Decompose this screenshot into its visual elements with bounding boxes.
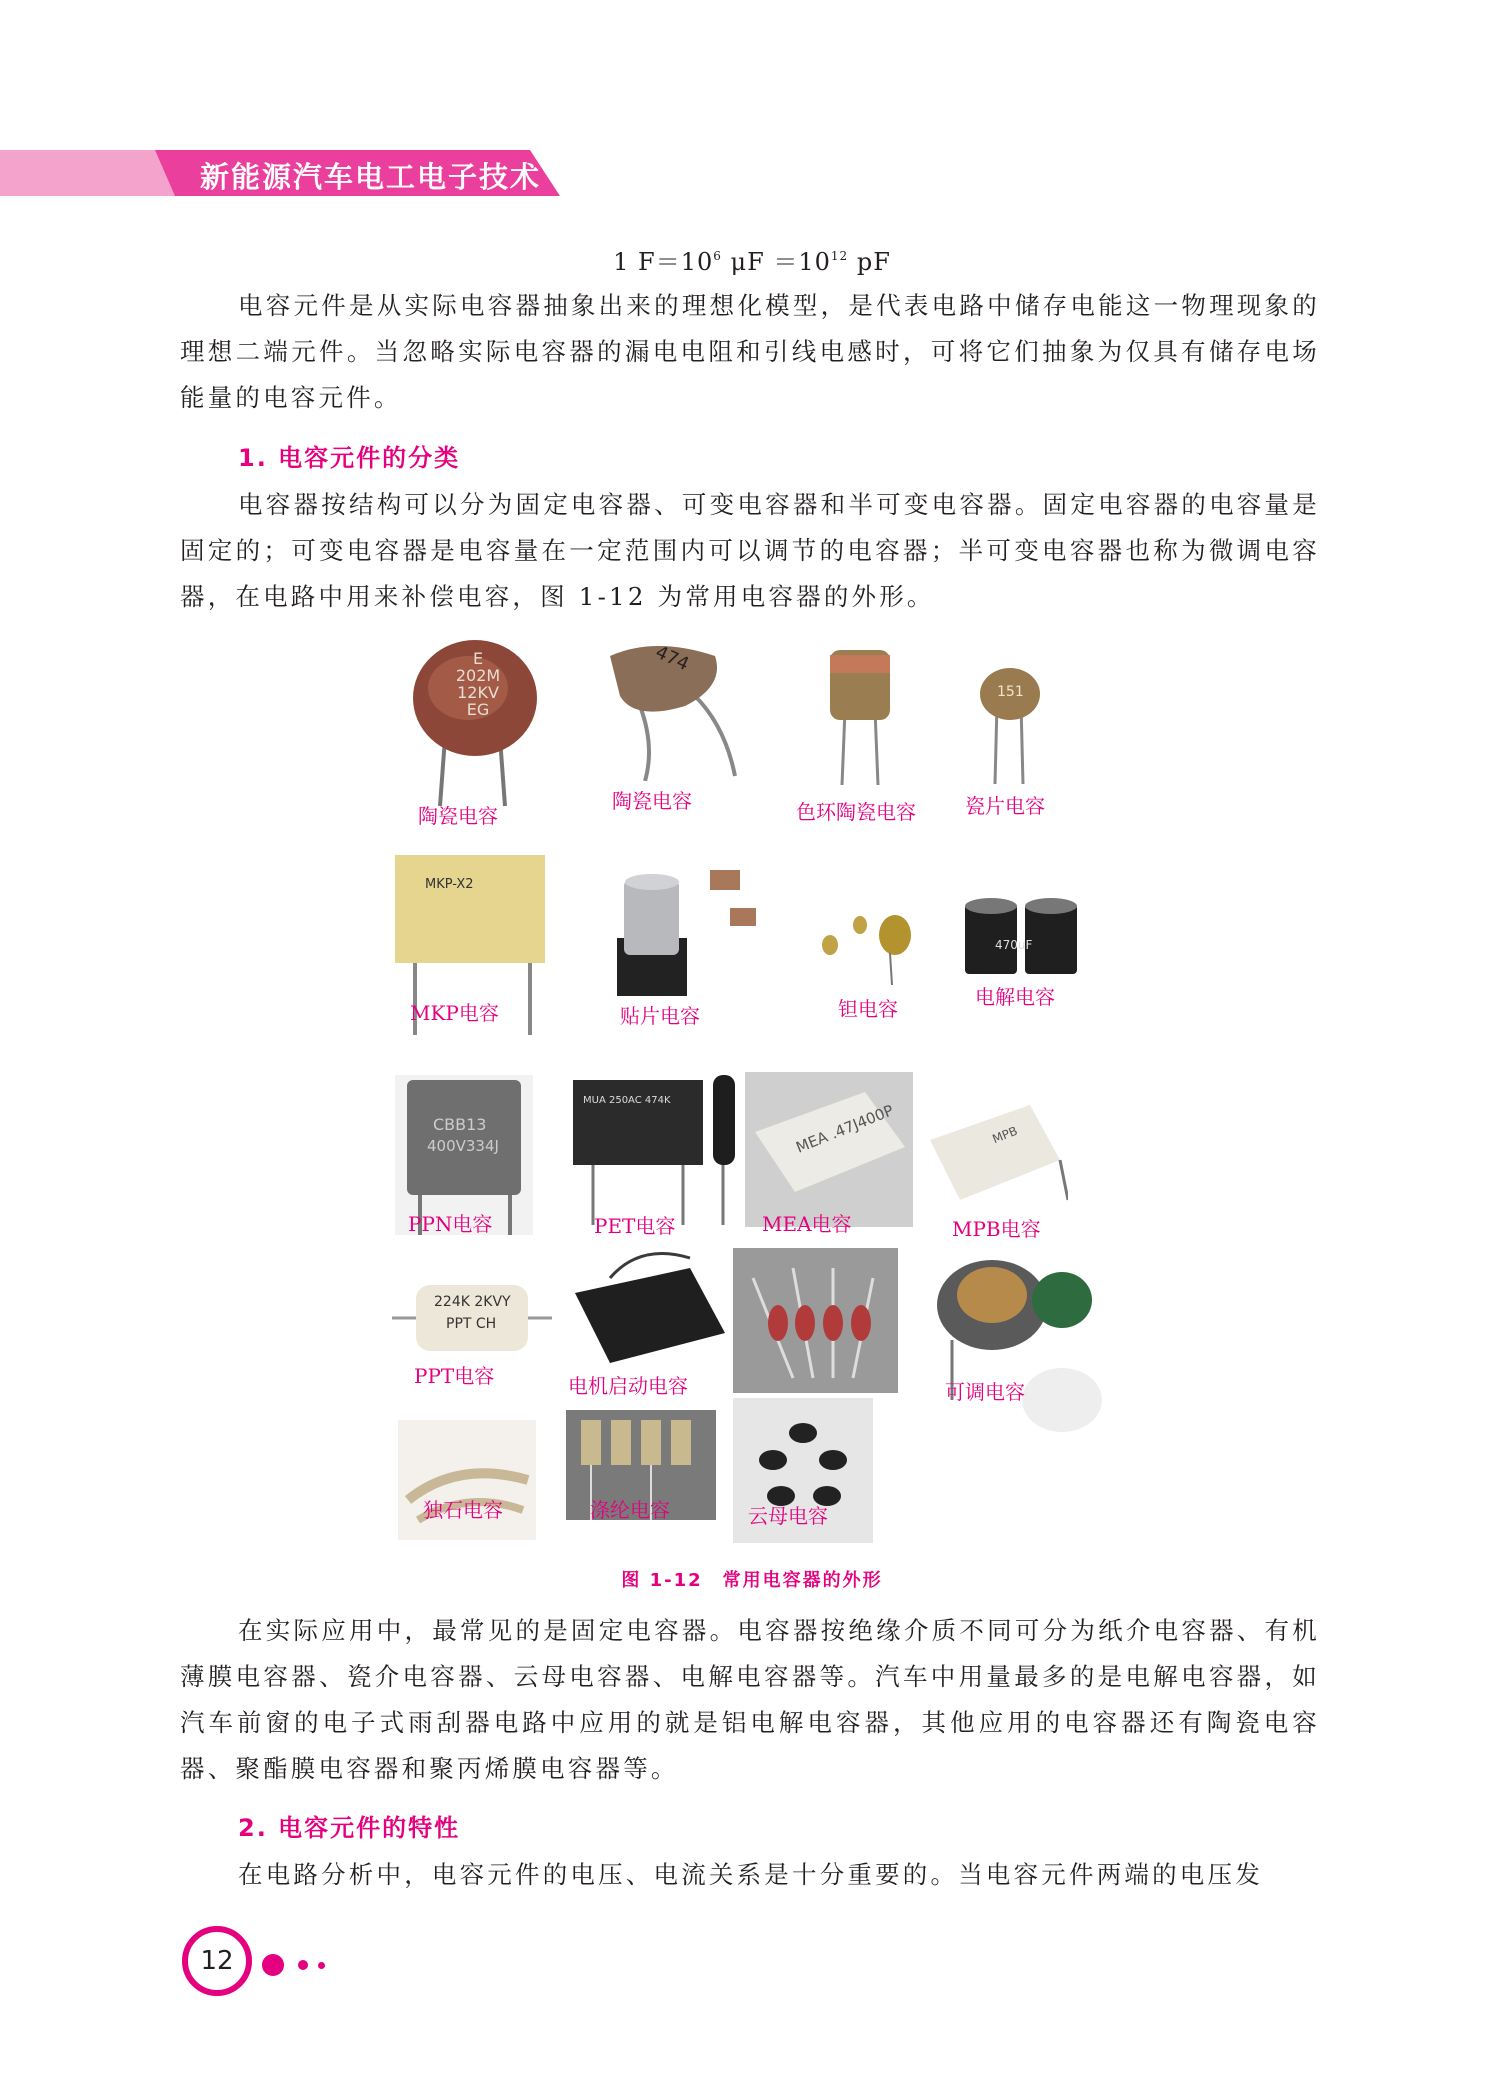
figure-caption: 图 1-12 常用电容器的外形 <box>621 1570 883 1591</box>
marking-mpb: MPB <box>990 1123 1020 1147</box>
label-electrolytic: 电解电容 <box>975 985 1055 1009</box>
marking-151: 151 <box>997 684 1024 700</box>
marking-470uf: 470uF <box>995 938 1033 952</box>
marking-ppt-2: PPT CH <box>446 1316 497 1332</box>
label-ppn: PPN电容 <box>408 1212 493 1236</box>
electrolytic-capacitor-photo <box>965 896 1083 976</box>
paragraph-3: 在实际应用中，最常见的是固定电容器。电容器按绝缘介质不同可分为纸介电容器、有机薄膜电容器、瓷介电容器、云母电容器、电解电容器等。汽车中用量最多的是电解电容器，如汽车前窗的电子式雨刮器电路中应用的就是铝电解电容器，其他应用的电容器还有陶瓷电容器、聚酯膜电容器和聚丙烯膜电容器等。 <box>180 1616 1320 1783</box>
ppt-capacitor-photo <box>392 1280 552 1360</box>
label-ppt: PPT电容 <box>414 1364 495 1388</box>
formula-mid: μF ＝10 <box>721 248 831 276</box>
page-number: 12 <box>182 1926 252 1996</box>
label-smd: 贴片电容 <box>620 1004 700 1028</box>
decor-dot-small <box>318 1962 325 1969</box>
marking-ppt: 224K 2KVY <box>434 1294 511 1310</box>
label-mea: MEA电容 <box>762 1212 852 1236</box>
label-monolithic: 独石电容 <box>423 1498 503 1522</box>
marking-line: EG <box>466 700 490 719</box>
marking-line: 202M <box>455 666 501 685</box>
unit-formula <box>0 242 1504 277</box>
paragraph-2: 电容器按结构可以分为固定电容器、可变电容器和半可变电容器。固定电容器的电容量是固定的；可变电容器是电容量在一定范围内可以调节的电容器；半可变电容器也称为微调电容器，在电路中用来补偿电容，图 1-12 为常用电容器的外形。 <box>180 490 1320 611</box>
disc-capacitor-photo <box>975 664 1045 784</box>
marking-474: 474 <box>652 641 693 676</box>
ceramic-capacitor-photo <box>400 628 550 808</box>
color-ring-capacitor-photo <box>820 650 900 785</box>
paragraph-1: 电容元件是从实际电容器抽象出来的理想化模型，是代表电路中储存电能这一物理现象的理想二端元件。当忽略实际电容器的漏电电阻和引线电感时，可将它们抽象为仅具有储存电场能量的电容元件。 <box>180 291 1320 412</box>
pet-capacitor-photo <box>573 1075 743 1225</box>
marking-mkp: MKP-X2 <box>425 877 474 892</box>
tantalum-capacitor-photo <box>800 895 930 985</box>
trimmer-capacitor-photo <box>922 1250 1102 1450</box>
decor-dot-large <box>262 1954 284 1976</box>
label-color-ring: 色环陶瓷电容 <box>796 800 916 824</box>
label-motor: 电机启动电容 <box>568 1374 688 1398</box>
marking-pet: MUA 250AC 474K <box>583 1095 671 1106</box>
marking-ppn: CBB13 <box>433 1115 487 1134</box>
label-polyester: 涤纶电容 <box>590 1498 670 1522</box>
label-trimmer: 可调电容 <box>945 1380 1025 1404</box>
mpb-capacitor-photo <box>920 1090 1068 1230</box>
formula-lead: 1 F＝10 <box>613 248 714 276</box>
paragraph-4: 在电路分析中，电容元件的电压、电流关系是十分重要的。当电容元件两端的电压发 <box>238 1860 1263 1889</box>
label-pet: PET电容 <box>594 1214 676 1238</box>
motor-start-capacitor-photo <box>570 1248 730 1368</box>
formula-tail: pF <box>848 248 891 276</box>
marking-line: E <box>472 649 484 668</box>
marking-line: 12KV <box>457 683 499 702</box>
mea-capacitor-photo <box>745 1072 913 1227</box>
label-tantalum: 钽电容 <box>838 997 898 1021</box>
section-heading-1: 1. 电容元件的分类 <box>238 444 461 472</box>
marking-mea: MEA .47J400P <box>793 1101 897 1157</box>
axial-capacitors-photo <box>733 1248 898 1393</box>
smd-capacitor-photo <box>612 870 762 1000</box>
book-title: 新能源汽车电工电子技术 <box>200 160 542 194</box>
label-disc: 瓷片电容 <box>965 794 1045 818</box>
label-mkp: MKP电容 <box>410 1001 499 1025</box>
marking-ppn-2: 400V334J <box>427 1137 499 1155</box>
formula-exp1: 6 <box>713 249 722 263</box>
formula-exp2: 12 <box>830 249 849 263</box>
decor-dot-medium <box>298 1960 308 1970</box>
section-heading-2: 2. 电容元件的特性 <box>238 1814 461 1842</box>
label-mpb: MPB电容 <box>952 1217 1041 1241</box>
label-ceramic-1: 陶瓷电容 <box>418 804 498 828</box>
ceramic-capacitor-2-photo <box>585 636 755 781</box>
label-mica: 云母电容 <box>748 1504 828 1528</box>
label-ceramic-2: 陶瓷电容 <box>612 789 692 813</box>
